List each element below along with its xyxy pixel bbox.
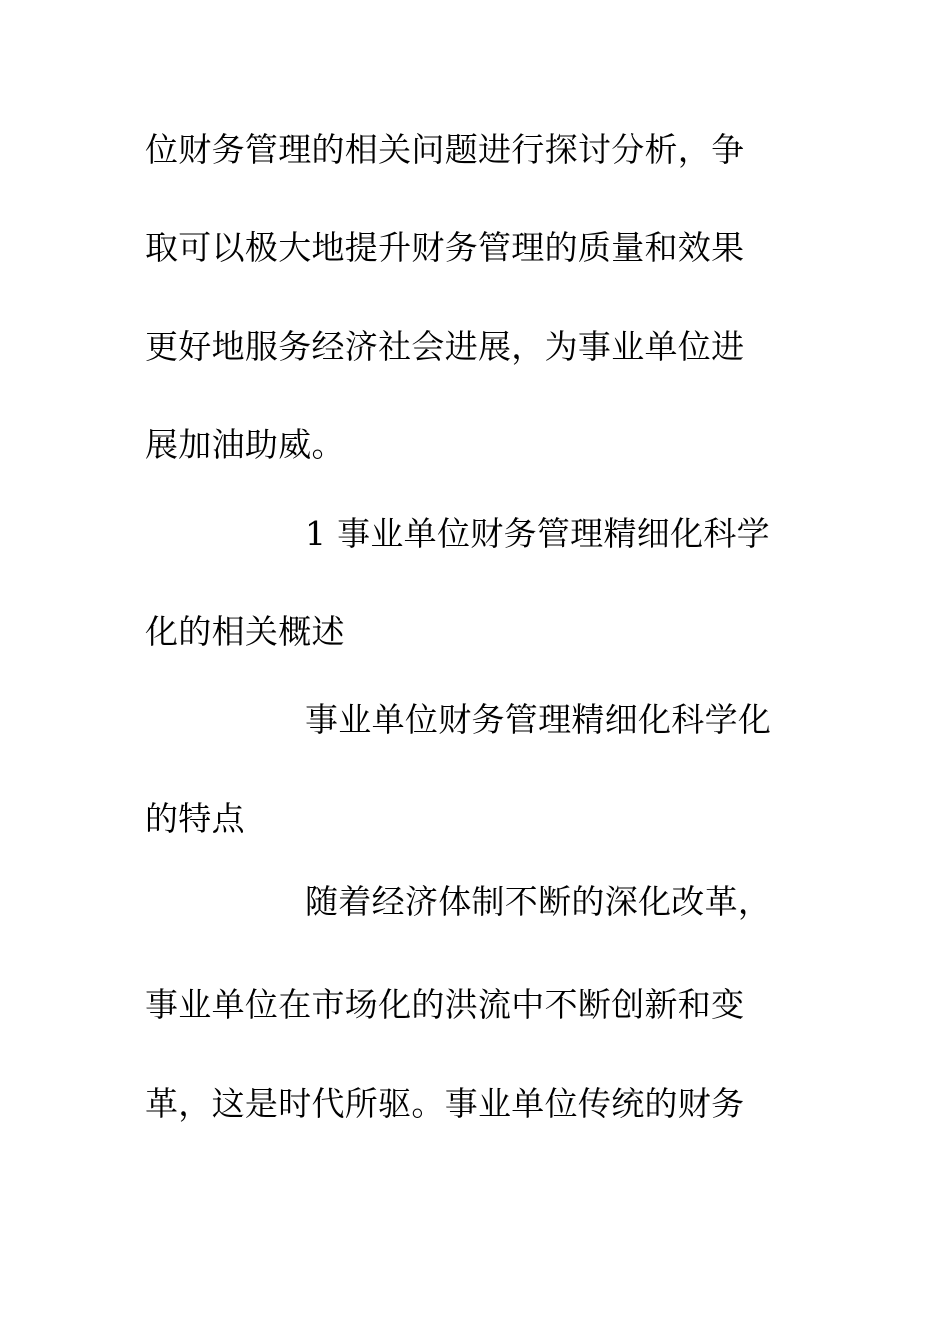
paragraph-line: 革，这是时代所驱。事业单位传统的财务: [145, 1084, 745, 1123]
paragraph-line: 随着经济体制不断的深化改革，: [305, 882, 772, 921]
subsection-heading-line: 的特点: [145, 799, 245, 838]
paragraph-line: 更好地服务经济社会进展，为事业单位进: [145, 327, 745, 366]
section-heading-line: 1 事业单位财务管理精细化科学: [305, 514, 770, 553]
paragraph-line: 取可以极大地提升财务管理的质量和效果: [145, 228, 745, 267]
paragraph-line: 事业单位在市场化的洪流中不断创新和变: [145, 985, 745, 1024]
paragraph-line: 位财务管理的相关问题进行探讨分析，争: [145, 130, 745, 169]
paragraph-line: 展加油助威。: [145, 425, 345, 464]
subsection-heading-line: 事业单位财务管理精细化科学化: [305, 700, 772, 739]
section-heading-line: 化的相关概述: [145, 612, 345, 651]
